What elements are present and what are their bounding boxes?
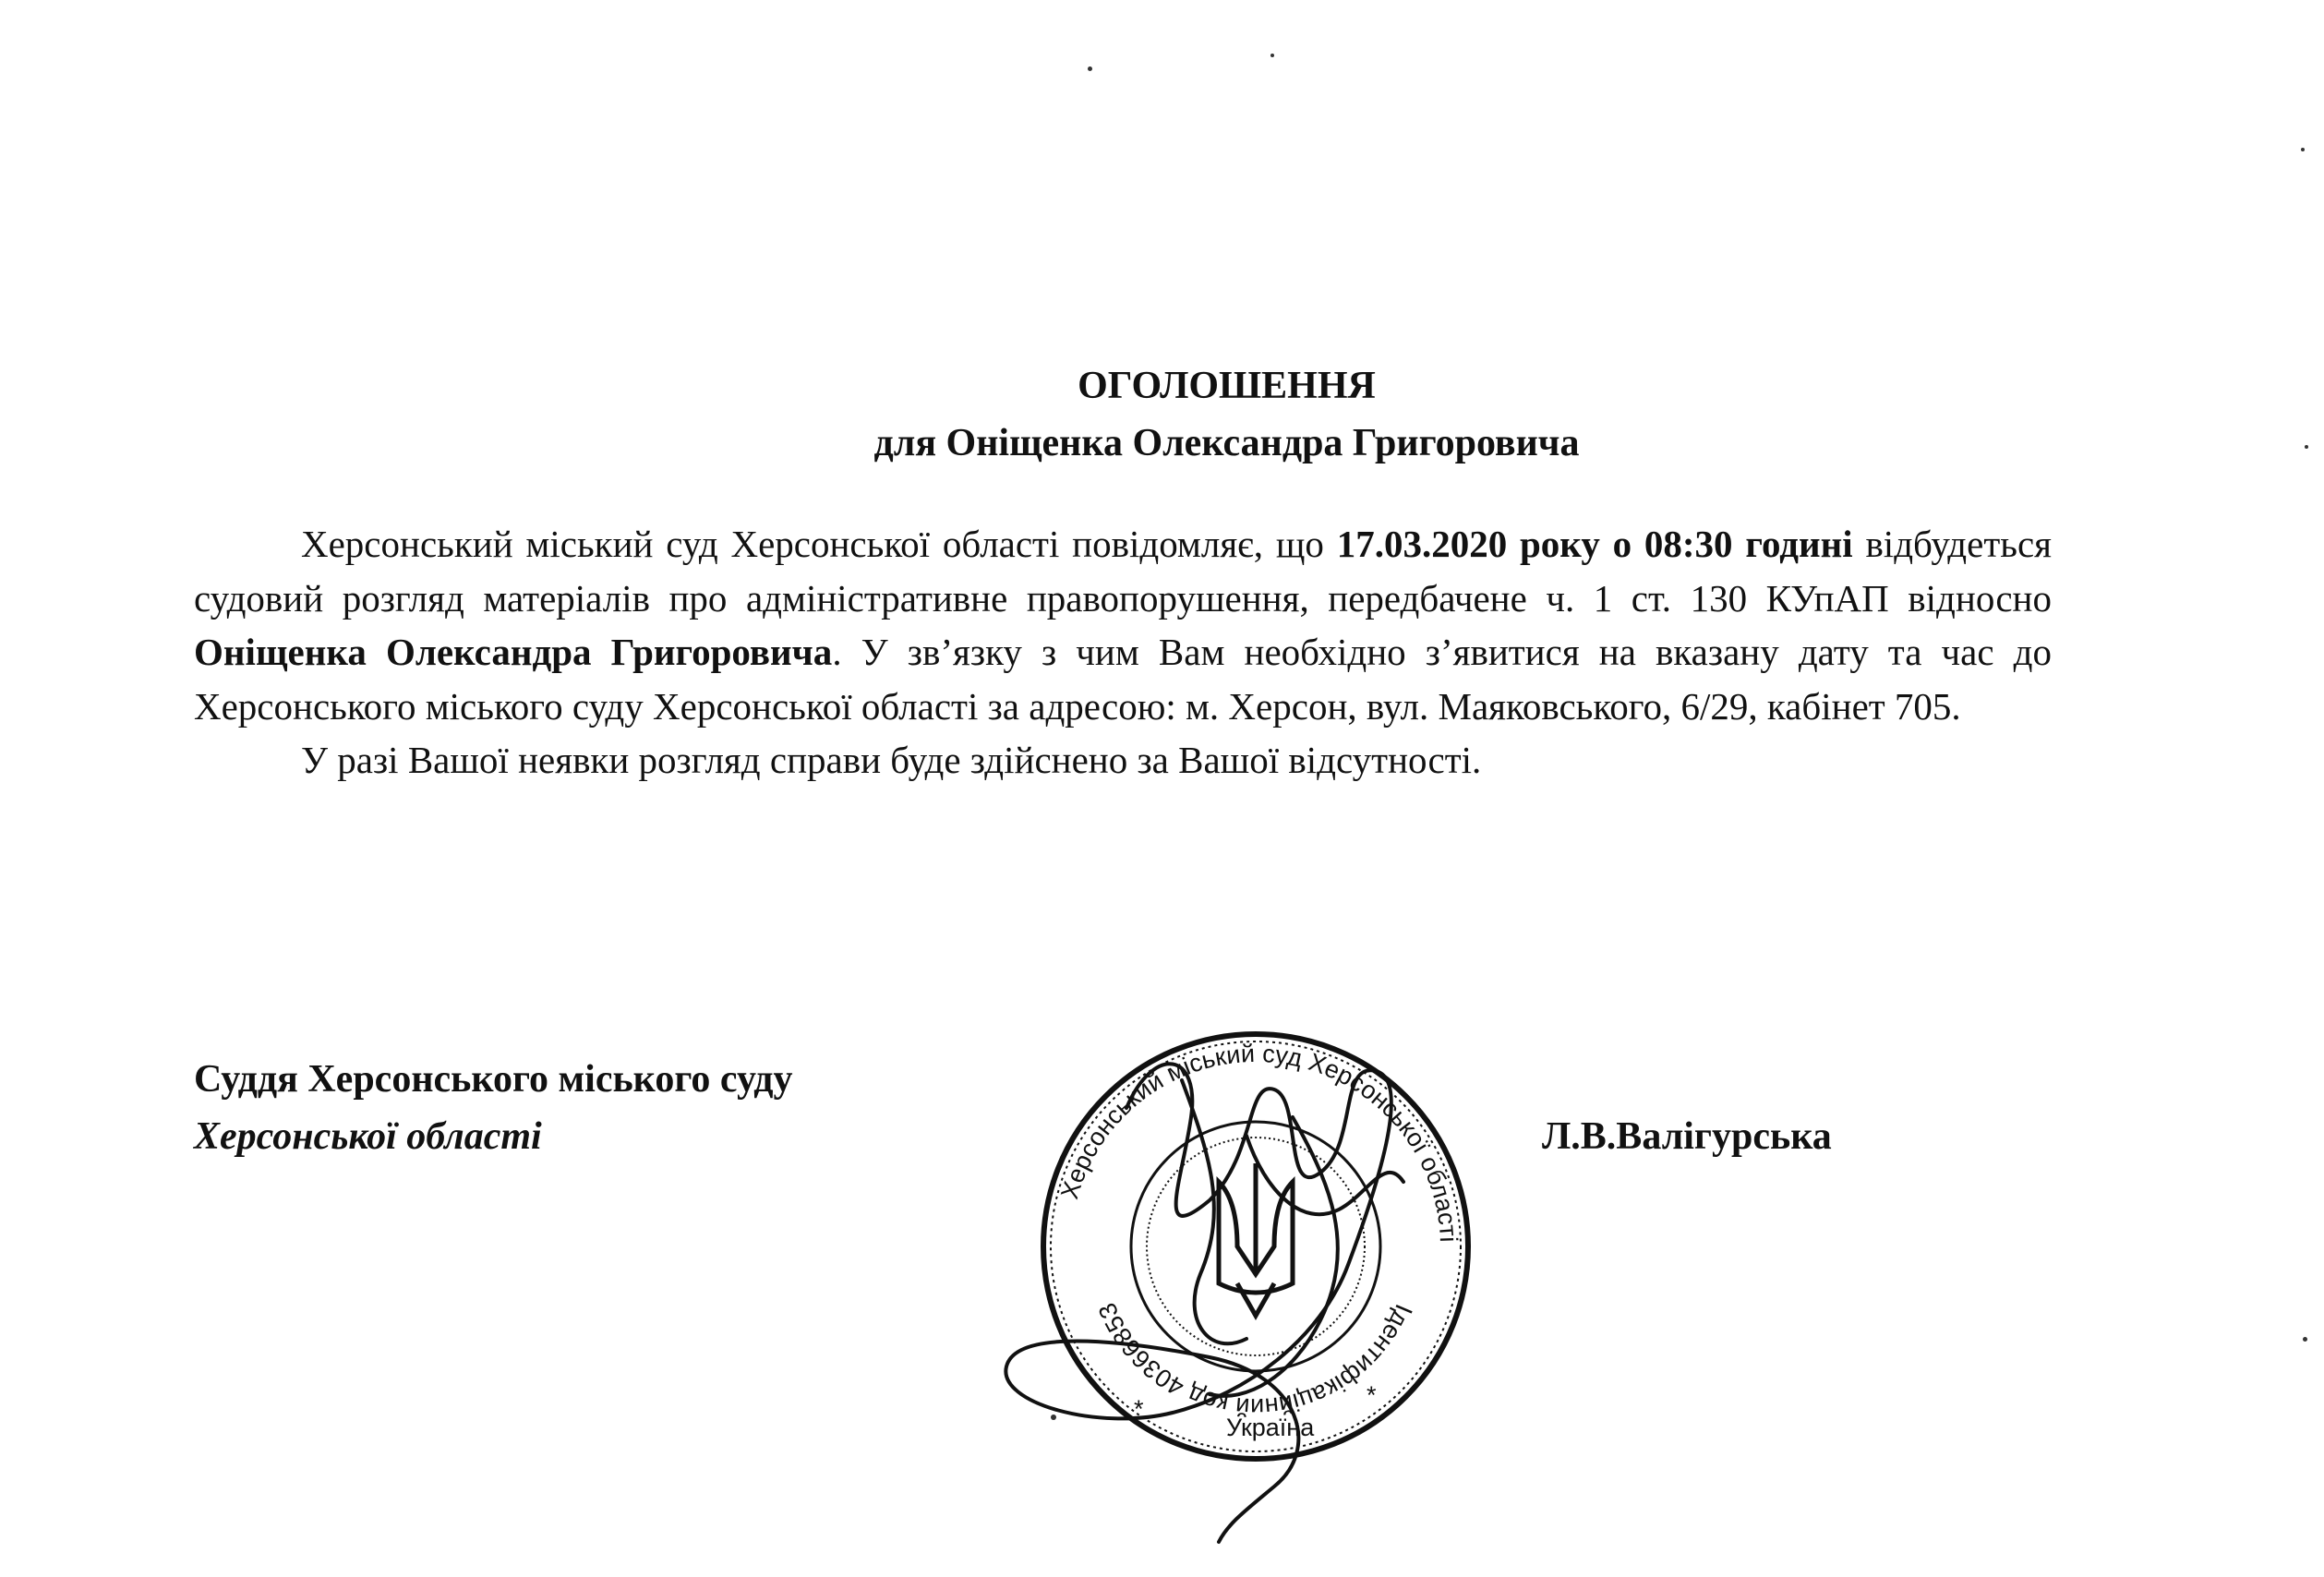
tryzub-icon <box>1219 1163 1293 1316</box>
notice-body <box>194 517 2052 788</box>
p1-middle: відбудеться судовий розгляд матеріалів про адміністративне правопорушення, передбачене ч. 1 ст. 130 КУпАП відносно <box>194 523 2053 620</box>
p1-end: . У зв’язку з чим Вам необхідно з’явитися на вказану дату та час до Херсонського міського суду Херсонської області за адресою: м. Херсон, вул. Маяковського, 6/29, кабінет 705. <box>194 631 2053 728</box>
notice-paragraph-1 <box>194 517 2052 733</box>
notice-subtitle: для Оніщенка Олександра Григоровича <box>873 422 1580 464</box>
p1-intro: Херсонський міський суд Херсонської області повідомляє, що <box>301 523 1337 565</box>
handwritten-signature <box>1005 1064 1403 1542</box>
seal-code-text: Ідентифікаційний код 40366853 <box>1092 1298 1418 1422</box>
scan-speck <box>2303 1337 2307 1342</box>
judge-position-line2: Херсонської області <box>194 1115 542 1158</box>
hearing-datetime: 17.03.2020 року о 08:30 годині <box>1336 523 1853 565</box>
notice-paragraph-2: У разі Вашої неявки розгляд справи буде здійснено за Вашої відсутності. <box>301 739 1482 781</box>
seal-outer-text: Херсонський міський суд Херсонської області <box>1055 1039 1463 1244</box>
court-seal-stamp <box>969 969 1542 1570</box>
notice-title: ОГОЛОШЕННЯ <box>1078 365 1376 407</box>
judge-name: Л.В.Валігурська <box>1542 1115 1832 1158</box>
scan-speck <box>1270 54 1274 57</box>
seal-star-right: * <box>1367 1381 1377 1409</box>
scan-speck <box>2305 445 2308 449</box>
seal-bottom-text: Україна <box>1226 1414 1315 1441</box>
scan-speck <box>2301 148 2305 151</box>
seal-star-left: * <box>1134 1395 1144 1423</box>
judge-position <box>194 1051 793 1165</box>
scan-speck <box>1088 66 1092 71</box>
scan-speck <box>1051 1414 1056 1420</box>
judge-position-line1: Суддя Херсонського міського суду <box>194 1058 793 1101</box>
defendant-name: Оніщенка Олександра Григоровича <box>194 631 833 673</box>
